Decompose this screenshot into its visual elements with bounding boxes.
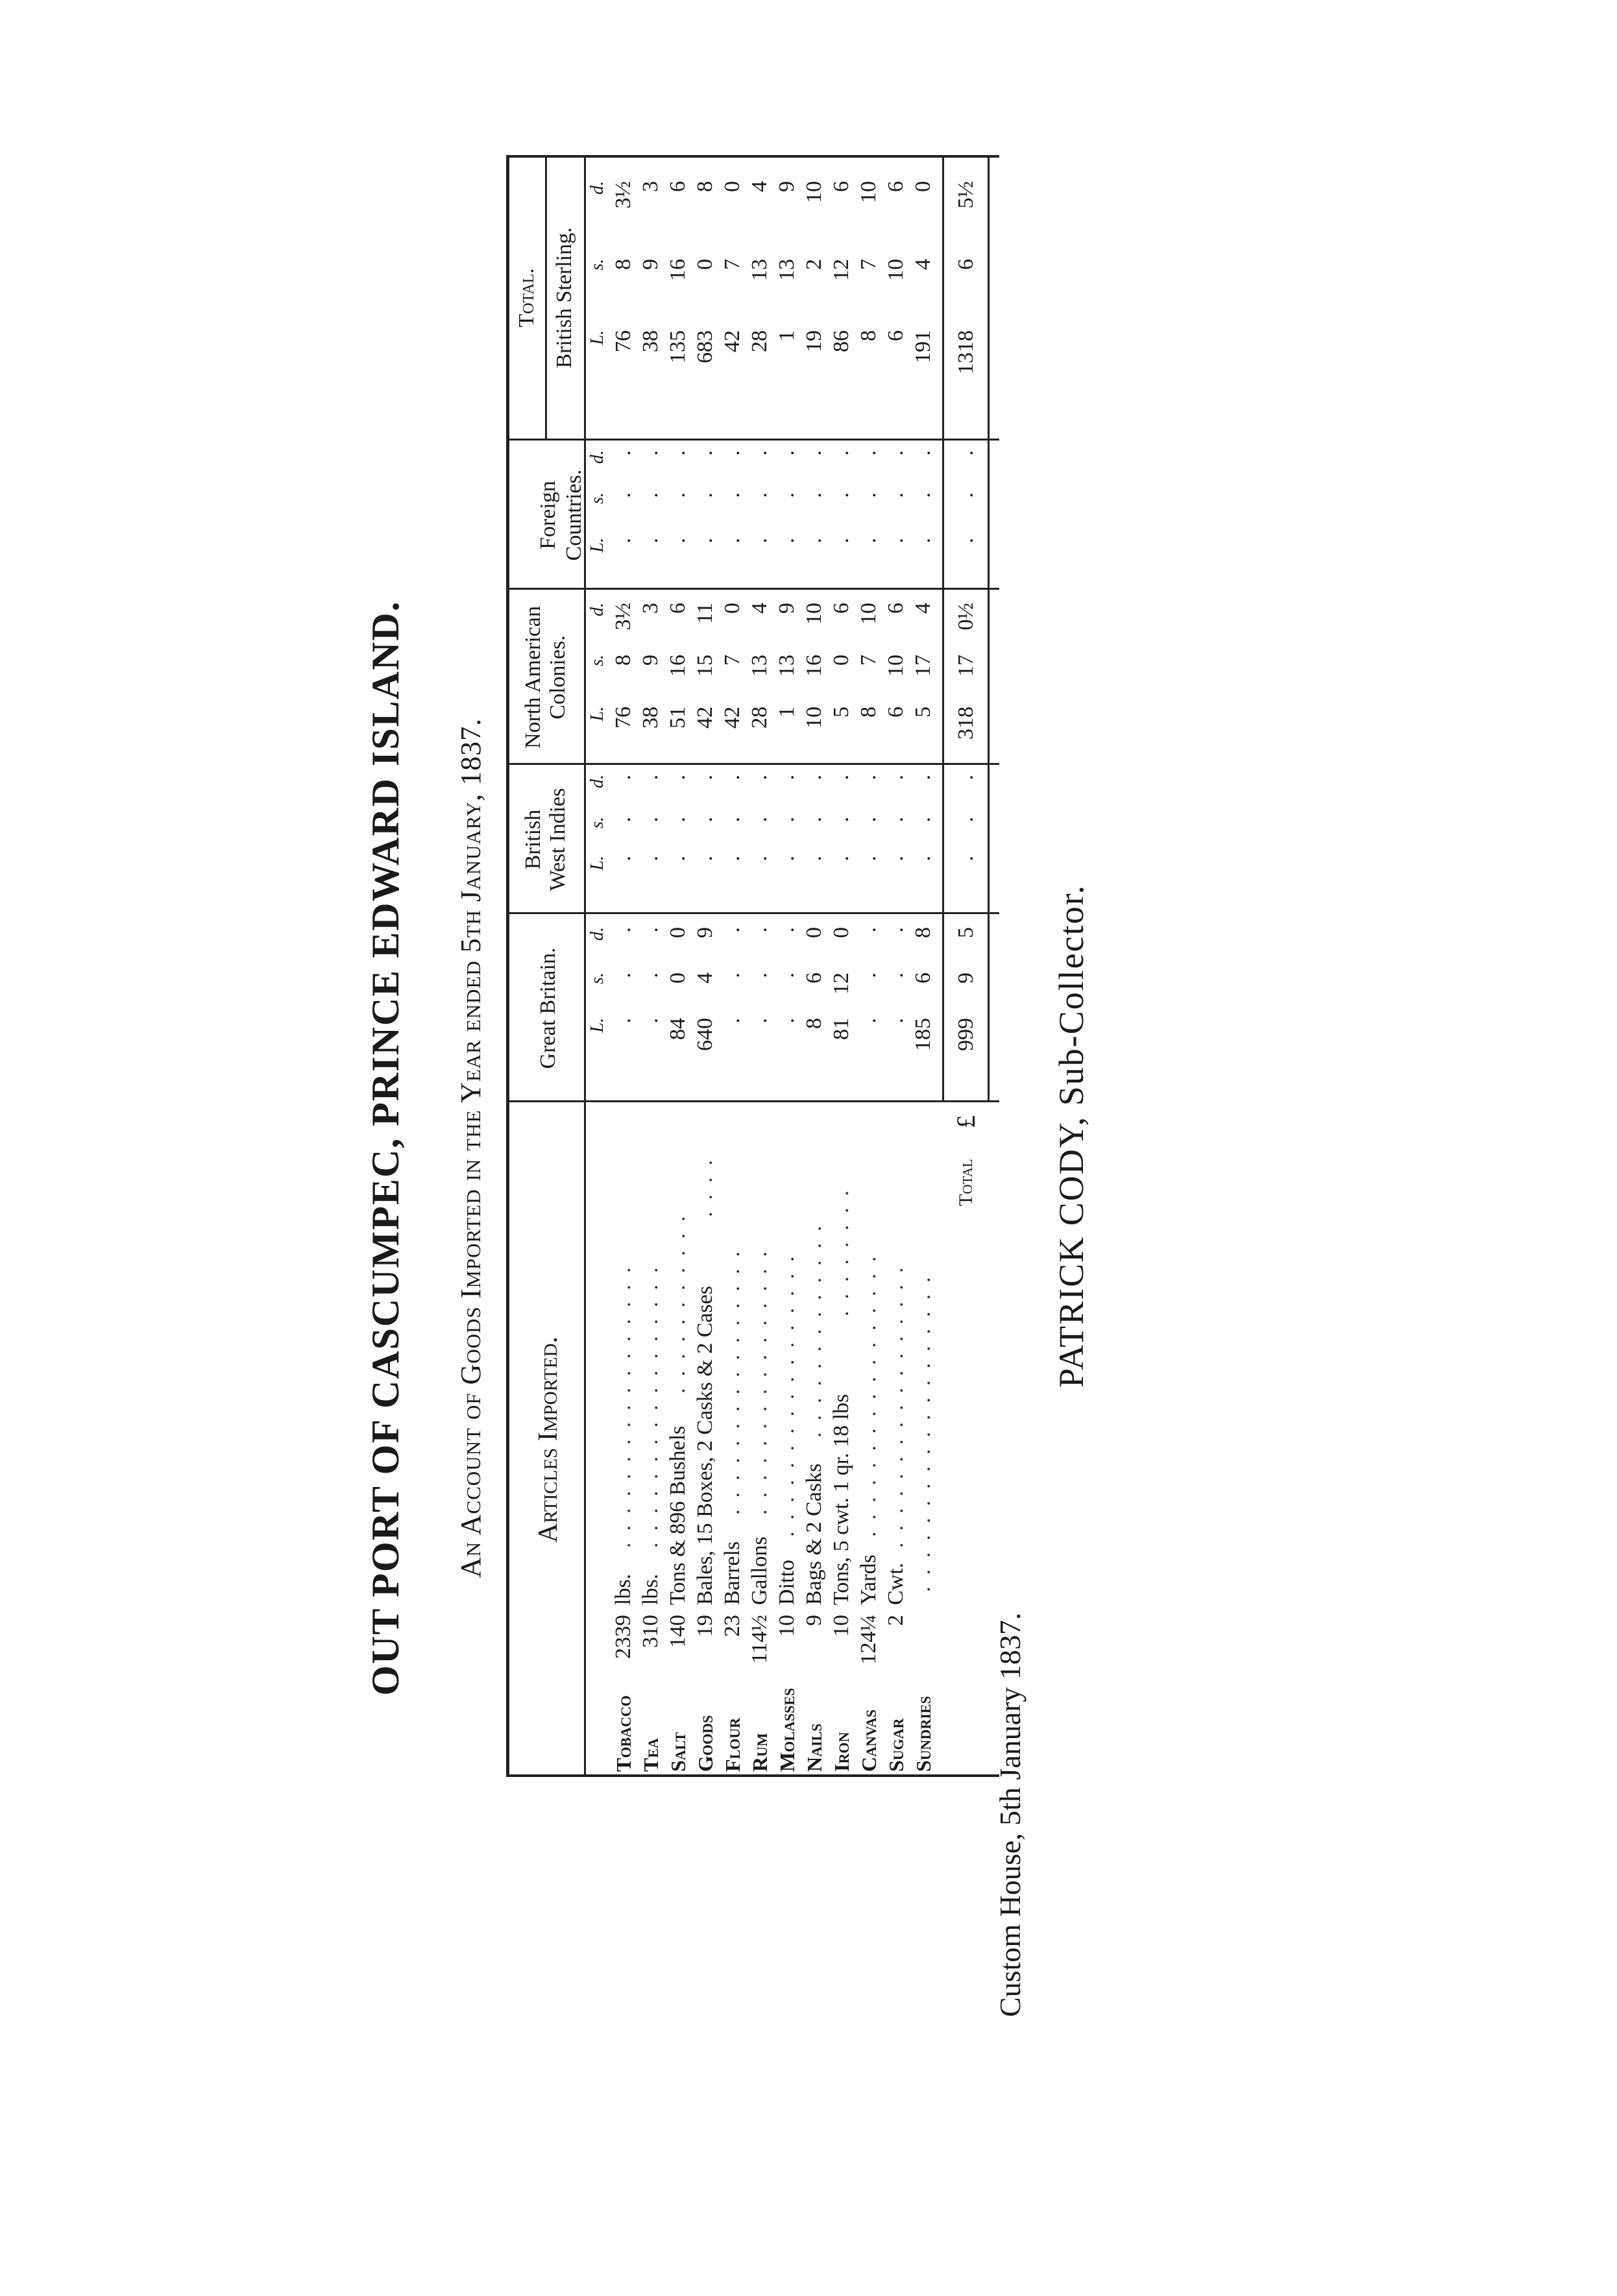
row-description: Cwt. [884,1562,908,1605]
total-value: 42 [720,330,744,352]
total-value: 8 [611,259,635,270]
total-na-value: 17 [954,655,978,677]
na-value: 7 [720,655,744,666]
wi-value: . [857,817,881,823]
wi-value: . [611,856,635,862]
fc-value: . [720,450,744,456]
fc-value: . [857,492,881,498]
unit-label-total-l: L. [587,330,607,345]
fc-value: . [693,450,717,456]
fc-value: . [802,538,826,544]
total-value: 8 [693,181,717,192]
gb-value: . [611,927,635,933]
gb-value: . [720,1018,744,1024]
leader-dots: ................. [638,1255,663,1548]
header-na-colonies-2: Colonies. [546,635,570,719]
gb-value: . [611,973,635,978]
gb-value: . [720,973,744,978]
na-value: 0 [720,603,744,614]
total-value: 3 [638,181,663,192]
total-value: 683 [693,330,717,363]
total-value: 6 [666,181,690,192]
fc-value: . [829,538,853,544]
gb-value: . [748,973,772,978]
header-foreign: Foreign Countries. [536,469,586,561]
leader-dots: ................. [884,1255,908,1548]
total-value: 13 [775,259,799,281]
row-description: Gallons [748,1536,772,1605]
wi-value: . [802,856,826,862]
total-value: 38 [638,330,663,352]
fc-value: . [748,492,772,498]
wi-value: . [638,817,663,823]
na-value: 8 [611,655,635,666]
fc-value: . [884,538,908,544]
na-value: 51 [666,707,690,729]
wi-value: . [720,817,744,823]
total-value: 2 [802,259,826,270]
total-value: 7 [857,259,881,270]
row-description: lbs. [638,1573,663,1605]
total-value: 28 [748,330,772,352]
custom-house-date: Custom House, 5th January 1837. [993,1612,1027,2017]
fc-value: . [693,538,717,544]
row-description: Barrels [720,1541,744,1605]
leader-dots: ............. [802,1214,826,1438]
row-category: Goods [694,1715,717,1772]
unit-label-gb-d: d. [587,927,607,941]
na-value: 6 [884,603,908,614]
total-row-rule [942,155,944,1102]
fc-value: . [829,492,853,498]
row-category: Rum [748,1733,772,1772]
gb-value: . [638,927,663,933]
total-label: Total [955,1159,977,1206]
na-value: 6 [829,603,853,614]
total-header-rule [545,155,547,441]
total-fc-value: . [954,538,978,544]
row-category: Canvas [857,1709,881,1772]
gb-value: 6 [911,973,935,984]
wi-value: . [720,775,744,780]
wi-value: . [666,856,690,862]
total-total-value: 6 [954,259,978,270]
gb-value: . [775,973,799,978]
row-description: Bales, 15 Boxes, 2 Casks & 2 Cases [693,1285,717,1605]
gb-value: . [748,1018,772,1024]
table-top-rule [506,155,509,1777]
gb-value: 8 [911,927,935,938]
na-value: 4 [911,603,935,614]
row-quantity: 124¼ [857,1615,881,1665]
row-quantity: 9 [802,1615,826,1626]
gb-value: . [775,927,799,933]
fc-value: . [857,450,881,456]
unit-label-na-s: s. [587,655,607,666]
total-row-bottom-rule [988,155,990,1102]
na-value: 4 [748,603,772,614]
unit-label-wi-l: L. [587,856,607,871]
na-value: 3 [638,603,663,614]
total-gb-value: 5 [954,927,978,938]
na-value: 11 [693,603,717,624]
fc-value: . [666,492,690,498]
wi-value: . [775,856,799,862]
total-value: 191 [911,330,935,363]
row-quantity: 310 [638,1615,663,1648]
row-category: Tobacco [612,1695,635,1772]
na-value: 0 [829,655,853,666]
total-fc-value: . [954,450,978,456]
unit-label-total-s: s. [587,259,607,271]
total-value: 76 [611,330,635,352]
na-value: 38 [638,707,663,729]
gb-value: 0 [666,973,690,984]
header-na-colonies-1: North American [521,606,545,749]
row-description: Bags & 2 Casks [802,1463,826,1605]
leader-dots: ................ [748,1240,772,1515]
header-west-indies-1: British [521,809,545,870]
unit-label-na-l: L. [587,707,607,721]
total-value: 4 [748,181,772,192]
fc-value: . [911,450,935,456]
unit-label-fc-s: s. [587,492,607,504]
row-category: Flour [721,1717,744,1772]
header-total: Total. [515,268,539,328]
wi-value: . [638,856,663,862]
total-value: 3½ [611,181,635,209]
total-fc-value: . [954,492,978,498]
fc-value: . [775,450,799,456]
wi-value: . [666,817,690,823]
gb-value: 8 [802,1018,826,1029]
fc-value: . [638,538,663,544]
na-value: 10 [884,655,908,677]
total-na-value: 0½ [954,603,978,631]
gb-value: 640 [693,1018,717,1051]
gb-value: . [638,973,663,978]
gb-value: . [720,927,744,933]
total-wi-value: . [954,856,978,862]
total-gb-value: 9 [954,973,978,984]
total-wi-value: . [954,817,978,823]
wi-value: . [829,775,853,780]
gb-value: 12 [829,973,853,995]
wi-value: . [775,775,799,780]
header-great-britain: Great Britain. [536,947,560,1069]
fc-value: . [638,492,663,498]
wi-value: . [775,817,799,823]
fc-value: . [857,538,881,544]
unit-label-total-d: d. [587,181,607,195]
row-quantity: 19 [693,1615,717,1637]
fc-value: . [829,450,853,456]
na-value: 6 [666,603,690,614]
total-value: 7 [720,259,744,270]
total-value: 16 [666,259,690,281]
na-value: 42 [720,707,744,729]
wi-value: . [857,775,881,780]
na-value: 10 [802,707,826,729]
row-category: Sugar [884,1718,908,1772]
fc-value: . [884,492,908,498]
na-value: 16 [666,655,690,677]
gb-value: . [775,1018,799,1024]
wi-value: . [666,775,690,780]
total-value: 135 [666,330,690,363]
total-value: 9 [638,259,663,270]
leader-dots: .... [693,1148,717,1217]
row-quantity: 10 [775,1615,799,1637]
fc-value: . [748,538,772,544]
col-rule-2 [506,912,999,914]
row-quantity: 2 [884,1615,908,1626]
row-quantity: 114½ [748,1615,772,1664]
total-value: 19 [802,330,826,352]
header-total-sterling: British Sterling. [552,227,576,369]
unit-label-fc-d: d. [587,450,607,464]
gb-value: . [857,927,881,933]
row-category: Sundries [912,1696,935,1772]
fc-value: . [611,538,635,544]
row-category: Tea [639,1738,663,1772]
total-value: 4 [911,259,935,270]
wi-value: . [748,775,772,780]
total-value: 0 [911,181,935,192]
total-value: 0 [693,259,717,270]
row-quantity: 140 [666,1615,690,1648]
row-category: Molasses [775,1687,799,1772]
leader-dots: ................. [611,1255,635,1548]
row-quantity: 2339 [611,1615,635,1659]
leader-dots: ................... [911,1265,935,1592]
row-category: Iron [830,1732,853,1772]
gb-value: 6 [802,973,826,984]
fc-value: . [720,538,744,544]
fc-value: . [666,450,690,456]
na-value: 6 [884,707,908,718]
na-value: 5 [911,707,935,718]
total-value: 8 [857,330,881,341]
na-value: 10 [857,603,881,625]
gb-value: 0 [802,927,826,938]
total-value: 10 [884,259,908,281]
table-header-rule [584,155,586,1777]
total-value: 12 [829,259,853,281]
total-value: 6 [884,330,908,341]
wi-value: . [693,817,717,823]
gb-value: 185 [911,1018,935,1051]
total-value: 86 [829,330,853,352]
wi-value: . [748,856,772,862]
col-rule-1 [506,1100,999,1102]
gb-value: . [884,973,908,978]
gb-value: . [857,1018,881,1024]
na-value: 9 [638,655,663,666]
row-category: Salt [666,1732,690,1772]
fc-value: . [802,450,826,456]
fc-value: . [611,450,635,456]
total-value: 6 [829,181,853,192]
na-value: 15 [693,655,717,677]
col-rule-3 [506,763,999,765]
gb-value: . [857,973,881,978]
leader-dots: ........ [829,1179,853,1316]
fc-value: . [775,538,799,544]
wi-value: . [720,856,744,862]
fc-value: . [775,492,799,498]
signature: PATRICK CODY, Sub-Collector. [1052,884,1091,1388]
na-value: 1 [775,707,799,718]
wi-value: . [911,817,935,823]
wi-value: . [611,817,635,823]
gb-value: 4 [693,973,717,984]
wi-value: . [911,856,935,862]
fc-value: . [911,538,935,544]
gb-value: 0 [829,927,853,938]
gb-value: 0 [666,927,690,938]
leader-dots: ................. [857,1244,881,1537]
leader-dots: ................. [775,1244,799,1537]
gb-value: . [638,1018,663,1024]
total-value: 9 [775,181,799,192]
row-category: Nails [803,1723,826,1772]
wi-value: . [884,856,908,862]
na-value: 17 [911,655,935,677]
wi-value: . [884,775,908,780]
pound-sign: £ [951,1115,980,1128]
na-value: 7 [857,655,881,666]
total-value: 10 [802,181,826,203]
total-na-value: 318 [954,707,978,740]
na-value: 10 [802,603,826,625]
total-value: 6 [884,181,908,192]
fc-value: . [666,538,690,544]
na-value: 13 [748,655,772,677]
wi-value: . [829,856,853,862]
wi-value: . [857,856,881,862]
fc-value: . [911,492,935,498]
total-value: 10 [857,181,881,203]
fc-value: . [638,450,663,456]
wi-value: . [829,817,853,823]
leader-dots: ................ [720,1240,744,1515]
wi-value: . [802,775,826,780]
fc-value: . [720,492,744,498]
gb-value: . [748,927,772,933]
unit-label-wi-s: s. [587,817,607,828]
gb-value: . [611,1018,635,1024]
row-description: Tons & 896 Bushels [666,1425,690,1605]
wi-value: . [611,775,635,780]
unit-label-fc-l: L. [587,538,607,553]
row-description: Ditto [775,1560,799,1605]
total-wi-value: . [954,775,978,780]
wi-value: . [802,817,826,823]
total-value: 0 [720,181,744,192]
fc-value: . [884,450,908,456]
row-description: lbs. [611,1573,635,1605]
na-value: 5 [829,707,853,718]
gb-value: 9 [693,927,717,938]
total-value: 1 [775,330,799,341]
leader-dots: ........... [666,1204,690,1394]
header-articles: Articles Imported. [533,1336,563,1543]
row-quantity: 10 [829,1615,853,1637]
gb-value: 84 [666,1018,690,1040]
unit-label-na-d: d. [587,603,607,616]
wi-value: . [693,775,717,780]
page-subtitle: An Account of Goods Imported in the Year ended 5th January, 1837. [455,718,487,1578]
gb-value: 81 [829,1018,853,1040]
header-west-indies-2: West Indies [546,788,570,891]
imports-table [506,155,999,1777]
fc-value: . [611,492,635,498]
row-description: Tons, 5 cwt. 1 qr. 18 lbs [829,1394,853,1605]
total-value: 13 [748,259,772,281]
fc-value: . [693,492,717,498]
gb-value: . [884,927,908,933]
na-value: 9 [775,603,799,614]
wi-value: . [748,817,772,823]
unit-label-gb-l: L. [587,1018,607,1033]
total-gb-value: 999 [954,1018,978,1051]
total-total-value: 5½ [954,181,978,209]
wi-value: . [911,775,935,780]
wi-value: . [884,817,908,823]
unit-label-gb-s: s. [587,973,607,984]
na-value: 76 [611,707,635,729]
total-total-value: 1318 [954,330,978,374]
unit-label-wi-d: d. [587,775,607,788]
na-value: 3½ [611,603,635,631]
na-value: 16 [802,655,826,677]
wi-value: . [693,856,717,862]
fc-value: . [748,450,772,456]
na-value: 42 [693,707,717,729]
na-value: 13 [775,655,799,677]
gb-value: . [884,1018,908,1024]
na-value: 28 [748,707,772,729]
row-quantity: 23 [720,1615,744,1637]
fc-value: . [802,492,826,498]
na-value: 8 [857,707,881,718]
row-description: Yards [857,1554,881,1605]
page-title: OUT PORT OF CASCUMPEC, PRINCE EDWARD ISLAND. [364,600,407,1696]
wi-value: . [638,775,663,780]
